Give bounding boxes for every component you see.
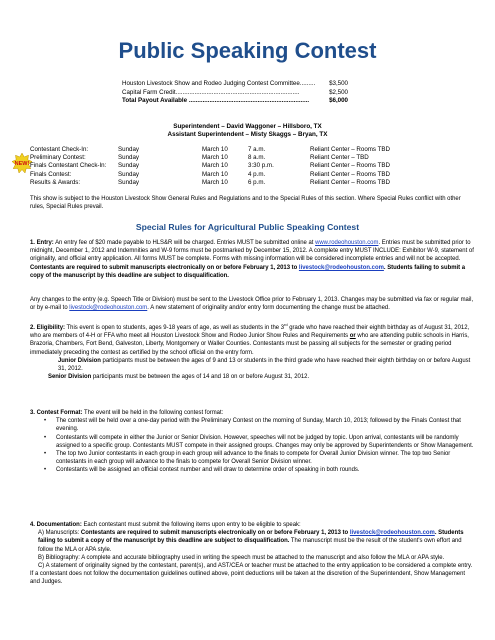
- schedule-time: 6 p.m.: [248, 179, 266, 187]
- doc-item-manuscripts: [30, 529, 476, 554]
- email-link[interactable]: livestock@rodeohouston.com: [69, 305, 148, 312]
- schedule-date: March 10: [202, 170, 228, 178]
- rule-label: 2. Eligibility:: [30, 324, 65, 331]
- schedule-time: 4 p.m.: [248, 170, 266, 178]
- rule-label: 4. Documentation:: [30, 522, 82, 528]
- schedule-table: [30, 145, 390, 187]
- rule-documentation: [30, 521, 476, 587]
- rule-superscript: rd: [284, 322, 288, 327]
- rule-entry: [30, 239, 476, 280]
- division-text: participants must be between the ages of 9 and 13 or students in the third grade who have reached their eighth birthday on or before August 31, 2012.: [58, 357, 471, 372]
- table-row: [30, 162, 390, 170]
- intro-paragraph: This show is subject to the Houston Livestock Show General Rules and Regulations and to the Special Rules of this section. Where Special Rules conflict with other rules, Special Rules prevail.: [30, 196, 461, 211]
- rule-bold-text: Contestants are required to submit manuscripts electronically on or before February 1, 2013 to: [80, 530, 350, 537]
- new-badge-text: NEW!: [14, 161, 30, 167]
- schedule-day: Sunday: [118, 179, 139, 187]
- funding-block: [0, 80, 495, 110]
- rule-entry-changes: [30, 296, 476, 312]
- rule-contest-format: [30, 409, 476, 475]
- new-badge-icon: [12, 153, 32, 173]
- schedule-day: Sunday: [118, 154, 139, 162]
- doc-item-originality: C) A statement of originality signed by the contestant, parent(s), and AST/CEA or teacher must be attached to the entry application to be considered a complete entry.: [38, 563, 473, 570]
- division-label: Senior Division: [48, 374, 92, 381]
- list-item: • The top two Junior contestants in each group in each group will advance to the finals to compete for Overall Junior Division winner. The top two Senior contestants in each group will advance to the finals to compete for Overall Senior Division winner.: [56, 450, 476, 466]
- schedule-date: March 10: [202, 145, 228, 153]
- rule-text: . Entries must be submitted prior to midnight, December 1, 2012 and Indemnities and W-9 forms must be postmarked by December 15, 2012. A complete entry MUST INCLUDE: Exhibitor W-9, statement of originality, and official entry application. All forms MUST be complete. Forms with missing information will be considered incomplete entries and will not be accepted.: [30, 240, 474, 263]
- rule-text: grade who have reached their eighth birthday as of August 31, 2012, who are members of 4-H or FFA who meet all Houston Livestock Show and Rodeo Junior Show Rules and Requirements: [30, 324, 470, 340]
- assistant-superintendent: Assistant Superintendent – Misty Skaggs – Bryan, TX: [167, 131, 328, 138]
- table-row: [30, 179, 390, 187]
- schedule-date: March 10: [202, 154, 228, 162]
- funding-value: $2,500: [329, 88, 348, 96]
- table-row: [30, 153, 390, 161]
- rule-eligibility: [30, 321, 476, 381]
- rule-text: This event is open to students, ages 9-18 years of age, as well as students in the 3: [64, 324, 285, 331]
- rule-text: Any changes to the entry (e.g. Speech Title or Division) must be sent to the Livestock Office prior to February 1, 2013. Changes may be submitted via fax or regular mail, or by e-mail to: [30, 297, 474, 312]
- schedule-event: Contestant Check-In:: [30, 145, 89, 153]
- division-text: participants must be between the ages of 14 and 18 on or before August 31, 2012.: [91, 374, 310, 381]
- schedule-event: Finals Contest:: [30, 170, 72, 178]
- schedule-date: March 10: [202, 179, 228, 187]
- schedule-location: Reliant Center – Rooms TBD: [310, 145, 391, 153]
- funding-total-label: Total Payout Available ......................................................................: [122, 97, 310, 104]
- schedule-event: Results & Awards:: [30, 179, 81, 187]
- closing-paragraph: If a contestant does not follow the documentation guidelines outlined above, point deductions will be taken at the discretion of the Superintendent, Show Management and Judges.: [30, 571, 466, 586]
- division-label: Junior Division: [58, 357, 101, 364]
- list-item: • The contest will be held over a one-day period with the Preliminary Contest on the morning of Sunday, March 10, 2013; followed by the Finals Contest that evening.: [56, 417, 476, 433]
- rule-emphasis: or: [349, 333, 356, 340]
- rule-text: The event will be held in the following contest format:: [82, 410, 224, 416]
- email-link[interactable]: livestock@rodeohouston.com: [349, 530, 435, 537]
- rule-text: An entry fee of $20 made payable to HLS&R will be charged. Entries MUST be submitted online at: [53, 240, 316, 246]
- rule-text: The manuscript must be the result of the student's own effort and follow the MLA or APA style.: [38, 538, 462, 553]
- rule-text: . A new statement of originality and/or entry form documenting the change must be attached.: [147, 305, 390, 312]
- schedule-location: Reliant Center – Rooms TBD: [310, 170, 391, 178]
- website-link[interactable]: www.rodeohouston.com: [315, 240, 379, 246]
- rule-bold-text: Contestants are required to submit manuscripts electronically on or before February 1, 2013 to: [30, 264, 299, 271]
- section-heading: Special Rules for Agricultural Public Speaking Contest: [135, 222, 360, 232]
- funding-total-value: $6,000: [329, 97, 348, 104]
- format-list: [30, 417, 476, 474]
- senior-division: [30, 373, 476, 381]
- doc-item-bibliography: B) Bibliography: A complete and accurate bibliography used in writing the speech must be attached to the manuscript and also follow the MLA or APA style.: [38, 554, 445, 561]
- schedule-event: Preliminary Contest:: [30, 154, 86, 162]
- schedule-day: Sunday: [118, 170, 139, 178]
- funding-value: $3,500: [329, 80, 348, 87]
- schedule-time: 8 a.m.: [248, 154, 266, 162]
- list-item: • Contestants will compete in either the Junior or Senior Division. However, speeches will not be judged by topic. Upon arrival, contestants will be randomly assigned to a specific group. Contestants MUST compete in their assigned groups. Changes may only be approved by Superintendents or Show Management.: [56, 434, 476, 450]
- schedule-time: 7 a.m.: [248, 145, 266, 153]
- rule-bold-text: . Students failing to submit a copy of the manuscript by this deadline are subject to disqualification.: [38, 530, 464, 545]
- funding-label: Houston Livestock Show and Rodeo Judging Contest Committee.........: [122, 80, 316, 87]
- rule-bold-text: . Students failing to submit a copy of the manuscript by this deadline are subject to disqualification.: [30, 264, 466, 279]
- email-link[interactable]: livestock@rodeohouston.com: [298, 264, 384, 271]
- table-row: [30, 170, 390, 178]
- rule-text: Each contestant must submit the following items upon entry to be eligible to speak:: [81, 522, 301, 528]
- schedule-location: Reliant Center – TBD: [310, 154, 369, 162]
- doc-item-label: A) Manuscripts:: [38, 530, 81, 537]
- page-title: Public Speaking Contest: [118, 38, 377, 63]
- schedule-day: Sunday: [118, 162, 139, 170]
- list-item: • Contestants will be assigned an official contest number and will draw to determine order of speaking in both rounds.: [56, 466, 476, 474]
- funding-label: Capital Farm Credit........................................................................: [122, 88, 300, 96]
- rule-label: 3. Contest Format:: [30, 410, 83, 416]
- schedule-location: Reliant Center – Rooms TBD: [310, 179, 391, 187]
- rule-text: who are attending public schools in Harris, Brazoria, Chambers, Fort Bend, Galveston, Liberty, Montgomery or Waller Counties. Contestants must be passing all subjects for the semester or grading period immediately preceding the contest as certified by the school official on the entry form.: [30, 333, 469, 356]
- table-row: [30, 145, 390, 153]
- junior-division: [30, 357, 476, 373]
- schedule-location: Reliant Center – Rooms TBD: [310, 162, 391, 170]
- schedule-event: Finals Contestant Check-In:: [30, 162, 107, 170]
- schedule-date: March 10: [202, 162, 228, 170]
- schedule-day: Sunday: [118, 145, 139, 153]
- superintendent: Superintendent – David Waggoner – Hillsboro, TX: [173, 123, 322, 130]
- rule-label: 1. Entry:: [30, 240, 54, 246]
- schedule-time: 3:30 p.m.: [248, 162, 274, 170]
